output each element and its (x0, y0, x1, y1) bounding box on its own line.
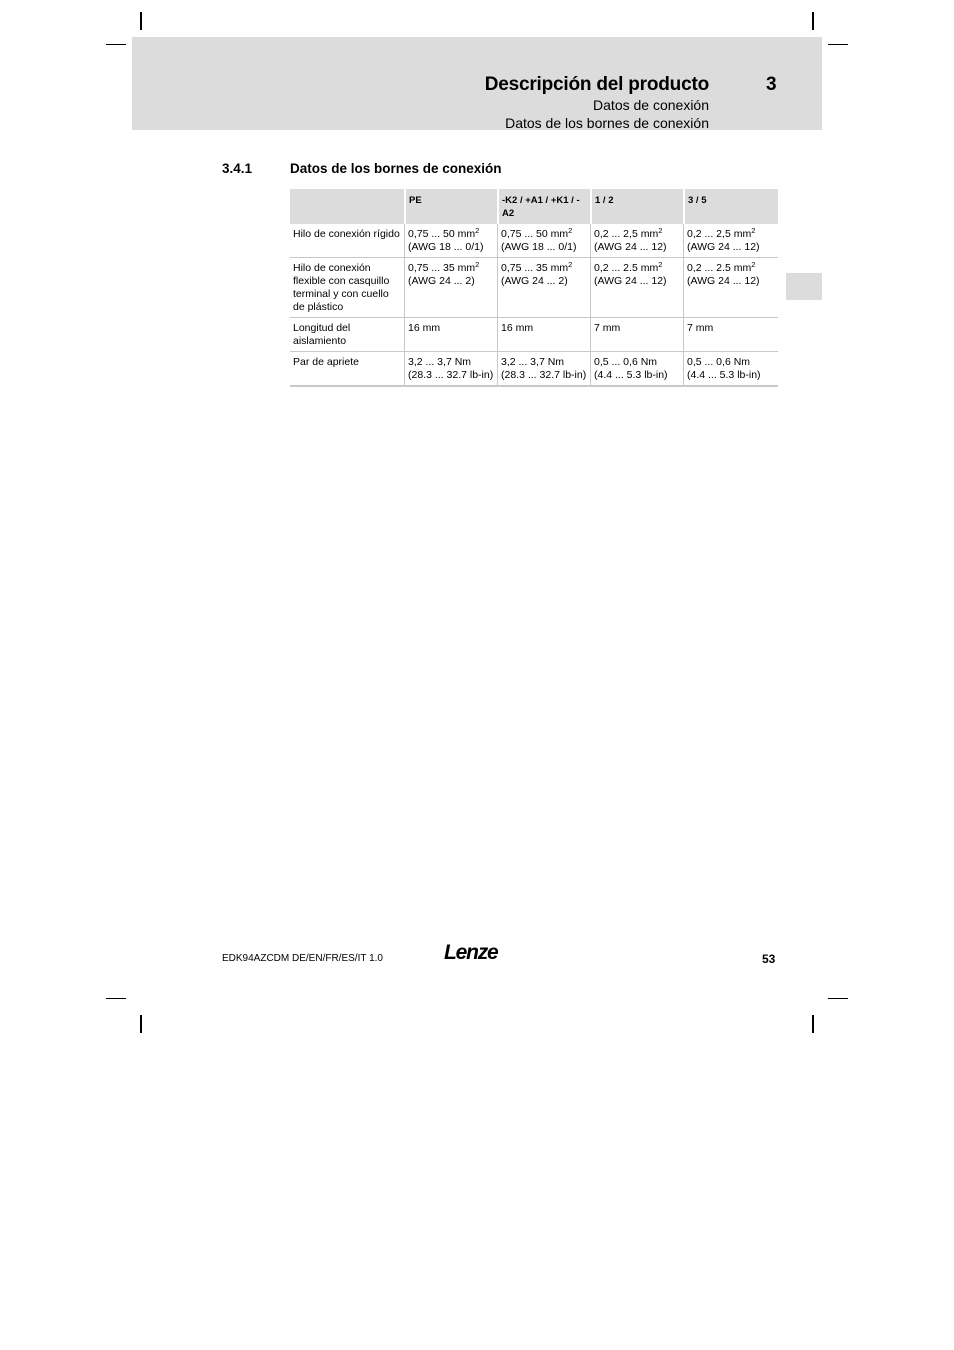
terminal-data-table (290, 189, 778, 387)
document-id: EDK94AZCDM DE/EN/FR/ES/IT 1.0 (222, 953, 383, 964)
table-cell: 3,2 ... 3,7 Nm (28.3 ... 32.7 lb-in) (497, 352, 590, 387)
row-label: Hilo de conexión rígido (290, 224, 404, 258)
page-number: 53 (762, 952, 776, 966)
table-cell: 0,75 ... 50 $mm^2$ (AWG 18 ... 0/1) (497, 224, 590, 258)
chapter-side-tab (786, 273, 822, 300)
table-header-cell: 1 / 2 (590, 189, 683, 224)
table-header-cell (290, 189, 404, 224)
header-band (132, 37, 822, 130)
table-row (290, 352, 778, 387)
table-header-cell: -K2 / +A1 / +K1 / -A2 (497, 189, 590, 224)
table-row (290, 318, 778, 352)
crop-mark (828, 998, 848, 999)
table-cell: 16 mm (404, 318, 497, 352)
row-label: Hilo de conexión flexible con casquillo terminal y con cuello de plástico (290, 258, 404, 318)
table-header-row (290, 189, 778, 224)
table-cell: 0,5 ... 0,6 Nm (4.4 ... 5.3 lb-in) (683, 352, 778, 387)
crop-mark (812, 1015, 814, 1033)
crop-mark (106, 998, 126, 999)
lenze-logo: Lenze (444, 941, 498, 964)
table-cell: 0,75 ... 50 $mm^2$ (AWG 18 ... 0/1) (404, 224, 497, 258)
table-cell: 0,75 ... 35 $mm^2$ (AWG 24 ... 2) (497, 258, 590, 318)
section-title: Datos de los bornes de conexión (290, 161, 502, 176)
table-cell: 0,2 ... 2.5 $mm^2$ (AWG 24 ... 12) (683, 258, 778, 318)
chapter-title: Descripción del producto (484, 74, 709, 95)
table-cell: 3,2 ... 3,7 Nm (28.3 ... 32.7 lb-in) (404, 352, 497, 387)
table-header-cell: 3 / 5 (683, 189, 778, 224)
table-cell: 7 mm (683, 318, 778, 352)
table-cell: 0,2 ... 2.5 $mm^2$ (AWG 24 ... 12) (590, 258, 683, 318)
crop-mark (106, 44, 126, 45)
table-header-cell: PE (404, 189, 497, 224)
header-subtitle-2: Datos de los bornes de conexión (505, 115, 709, 131)
table-cell: 0,2 ... 2,5 $mm^2$ (AWG 24 ... 12) (590, 224, 683, 258)
header-subtitle-1: Datos de conexión (593, 97, 709, 113)
row-label: Longitud del aislamiento (290, 318, 404, 352)
row-label: Par de apriete (290, 352, 404, 387)
table-cell: 7 mm (590, 318, 683, 352)
table-row (290, 258, 778, 318)
crop-mark (828, 44, 848, 45)
table-cell: 0,5 ... 0,6 Nm (4.4 ... 5.3 lb-in) (590, 352, 683, 387)
chapter-number: 3 (766, 74, 777, 95)
crop-mark (140, 1015, 142, 1033)
table-cell: 16 mm (497, 318, 590, 352)
section-number: 3.4.1 (222, 161, 253, 176)
crop-mark (812, 12, 814, 30)
crop-mark (140, 12, 142, 30)
table-cell: 0,75 ... 35 $mm^2$ (AWG 24 ... 2) (404, 258, 497, 318)
table-cell: 0,2 ... 2,5 $mm^2$ (AWG 24 ... 12) (683, 224, 778, 258)
table-row (290, 224, 778, 258)
